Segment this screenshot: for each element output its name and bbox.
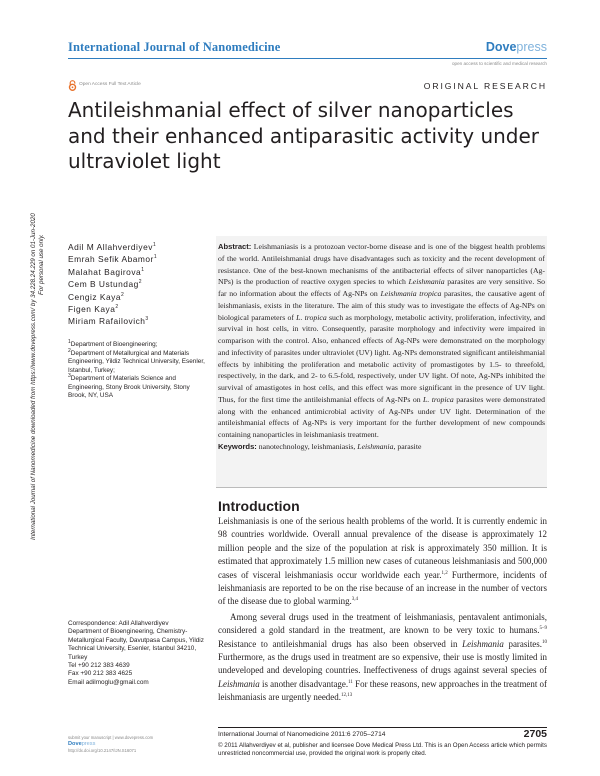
author: Adil M Allahverdiyev$^1$ bbox=[68, 242, 157, 252]
introduction-paragraph: Among several drugs used in the treatment of leishmaniasis, pentavalent antimonials, considered a gold standard in the treatment, are known to be very toxic to humans.$^{5-9}$ Resistance to antileishmanial drugs has also been observed in Leishmania parasites.$^{10}$ Furthermore, as the drugs used in treatment are so expensive, their use is mostly limited in undeveloped and developing countries. Ineffectiveness of drugs against several species of Leishmania is another disadvantage.$^{11}$ For these reasons, new approaches in the treatment of leishmaniasis are urgently needed.$^{12,13}$ bbox=[218, 611, 547, 703]
correspondence-email[interactable]: Email adilmoglu@gmail.com bbox=[68, 678, 149, 686]
author-list bbox=[68, 241, 157, 328]
header-rule bbox=[68, 58, 547, 59]
author: Figen Kaya$^2$ bbox=[68, 304, 119, 315]
author: Malahat Bagirova$^1$ bbox=[68, 266, 145, 277]
introduction-paragraph: Leishmaniasis is one of the serious health problems of the world. It is currently endemic in 98 countries worldwide. Overall annual prevalence of the disease is approximately 12 million people and the size of the population at risk is approximately 350 million. It is estimated that approximately 1.5 million new cases of cutaneous leishmaniasis and 500,000 cases of visceral leishmaniasis occur worldwide each year.$^{1,2}$ Furthermore, incidents of leishmaniasis are reported to be on the rise because of an increase in the number of vectors of the disease due to global warming.$^{3,4}$ bbox=[218, 516, 548, 607]
footer-dovepress-logo: Dovepress bbox=[68, 740, 96, 747]
page-number: 2705 bbox=[523, 728, 547, 740]
introduction-body bbox=[218, 515, 547, 705]
publisher-logo[interactable] bbox=[486, 40, 547, 54]
author: Cem B Ustundag$^2$ bbox=[68, 279, 143, 290]
correspondence bbox=[68, 620, 208, 687]
submit-manuscript-link[interactable]: submit your manuscript | www.dovepress.com bbox=[68, 735, 154, 740]
publisher-tagline: open access to scientific and medical research bbox=[452, 61, 547, 66]
keywords-label: Keywords: bbox=[218, 441, 257, 451]
download-note bbox=[30, 135, 45, 605]
doi-link[interactable]: http://dx.doi.org/10.2147/IJN.S16071 bbox=[68, 747, 137, 753]
abstract-label: Abstract: bbox=[218, 242, 252, 251]
abstract-box bbox=[216, 236, 547, 488]
footer-rule bbox=[218, 727, 547, 728]
author: Cengiz Kaya$^2$ bbox=[68, 291, 125, 302]
article-title: Antileishmanial effect of silver nanoparticles and their enhanced antiparasitic activity under ultraviolet light bbox=[68, 98, 540, 173]
affiliations bbox=[68, 338, 208, 401]
citation-line: International Journal of Nanomedicine 2011:6 2705–2714 bbox=[218, 731, 386, 738]
author: Miriam Rafailovich$^3$ bbox=[68, 316, 149, 327]
download-note-personal-use: For personal use only. bbox=[38, 234, 45, 295]
correspondence-name: Correspondence: Adil Allahverdiyev bbox=[68, 620, 169, 627]
affiliation: $^2$Department of Metallurgical and Materials Engineering, Yildiz Technical University, Esenler, Istanbul, Turkey; bbox=[68, 347, 205, 374]
introduction-heading: Introduction bbox=[218, 498, 300, 514]
correspondence-address: Department of Bioengineering, Chemistry-Metallurgical Faculty, Davutpasa Campus, Yildiz Technical University, Esenler, Istanbul 34210, Turkey bbox=[68, 628, 204, 661]
copyright-notice: © 2011 Allahverdiyev et al, publisher and licensee Dove Medical Press Ltd. This is an Open Access article which permits unrestricted noncommercial use, provided the original work is properly cited. bbox=[218, 742, 547, 758]
open-access-lock-icon bbox=[68, 80, 77, 91]
journal-name: International Journal of Nanomedicine bbox=[68, 40, 281, 54]
abstract-text: Abstract: Leishmaniasis is a protozoan vector-borne disease and is one of the biggest health problems of the world. Antileishmanial drugs have disadvantages such as toxicity and the recent development of resistance. One of the best-known mechanisms of the antibacterial effects of silver nanoparticles (Ag-NPs) is the production of reactive oxygen species to which Leishmania parasites are very sensitive. So far no information about the effects of Ag-NPs on Leishmania tropica parasites, the causative agent of leishmaniasis, exists in the literature. The aim of this study was to investigate the effects of Ag-NPs on biological parameters of L. tropica such as morphology, metabolic activity, proliferation, infectivity, and survival in host cells, in vitro. Consequently, parasite morphology and infectivity were impaired in comparison with the control. Also, enhanced effects of Ag-NPs were demonstrated on the morphology and infectivity of parasites under ultraviolet (UV) light. Ag-NPs demonstrated significant antileishmanial effects by inhibiting the proliferation and metabolic activity of promastigotes by 1.5- to threefold, respectively, in the dark, and 2- to 6.5-fold, respectively, under UV light. Of note, Ag-NPs inhibited the survival of amastigotes in host cells, and this effect was more significant in the presence of UV light. Thus, for the first time the antileishmanial effects of Ag-NPs on L. tropica parasites were demonstrated along with the enhanced antimicrobial activity of Ag-NPs under UV light. Determination of the antileishmanial effects of Ag-NPs is very important for the further development of new compounds containing nanoparticles in leishmaniasis treatment. bbox=[218, 242, 546, 439]
download-note-source: International Journal of Nanomedicine downloaded from https://www.dovepress.com/ by 34.228.24.229 on 01-Jun-2020 bbox=[30, 213, 37, 540]
publisher-press: press bbox=[516, 40, 547, 54]
correspondence-fax: Fax +90 212 383 4625 bbox=[68, 670, 133, 678]
keywords: Keywords: nanotechnology, leishmaniasis, Leishmania, parasite bbox=[218, 441, 422, 451]
article-type: ORIGINAL RESEARCH bbox=[423, 81, 547, 91]
correspondence-tel: Tel +90 212 383 4639 bbox=[68, 662, 130, 670]
affiliation: $^1$Department of Bioengineering; bbox=[68, 338, 158, 348]
submission-footer bbox=[68, 735, 178, 753]
open-access-label: Open Access Full Text Article bbox=[79, 82, 141, 87]
publisher-dove: Dove bbox=[485, 40, 517, 54]
affiliation: $^3$Department of Materials Science and Engineering, Stony Brook University, Stony Brook, NY, USA bbox=[68, 372, 190, 399]
author: Emrah Sefik Abamor$^1$ bbox=[68, 254, 158, 265]
